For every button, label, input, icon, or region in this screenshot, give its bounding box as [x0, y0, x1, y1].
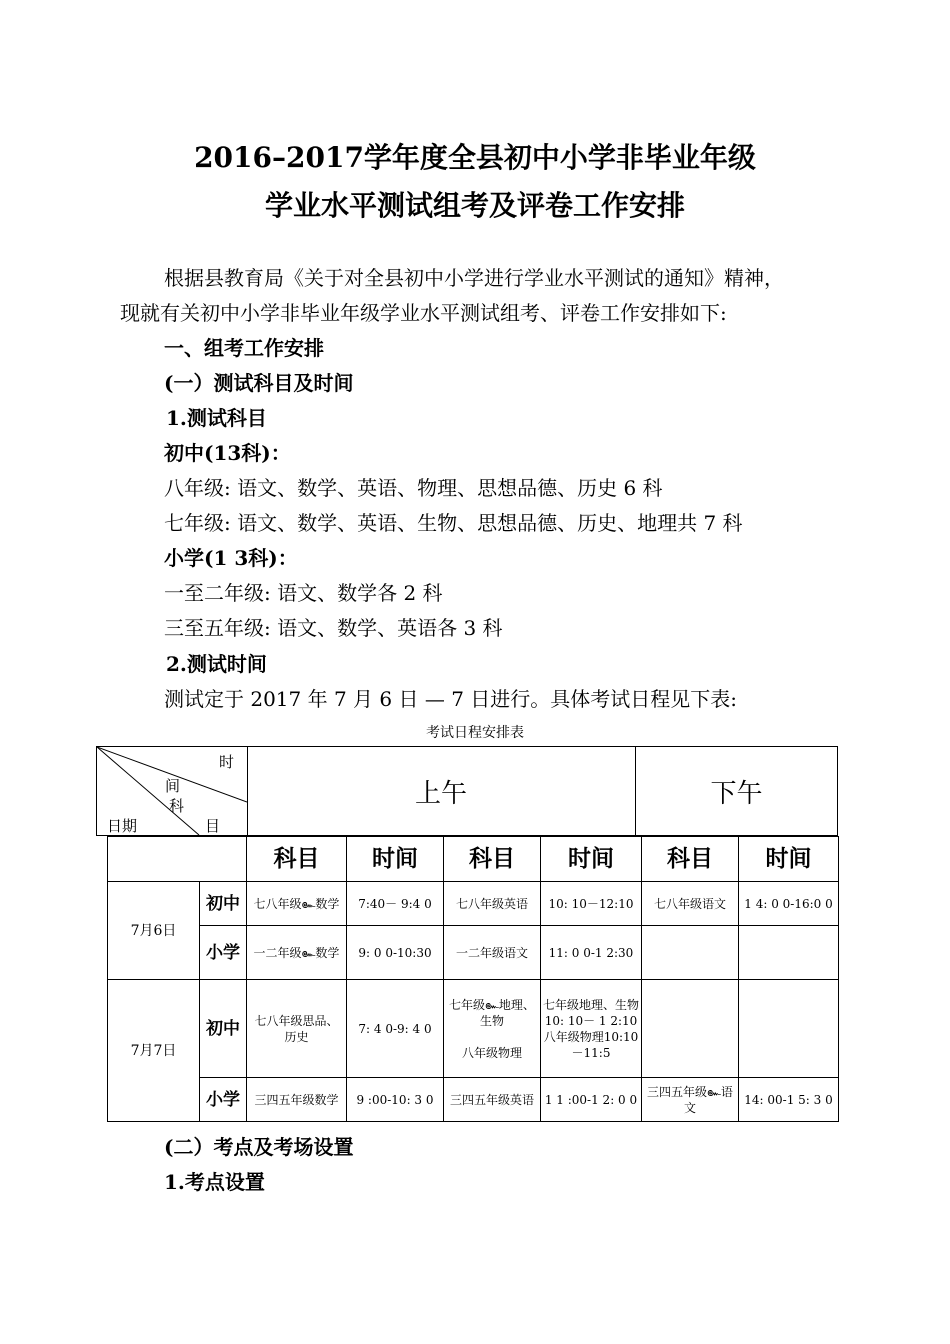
schedule-header	[96, 746, 838, 836]
schedule-cell	[739, 980, 839, 1078]
intro-line-2: 现就有关初中小学非毕业年级学业水平测试组考、评卷工作安排如下:	[120, 301, 727, 325]
grade12-subjects: 一至二年级: 语文、数学各 2 科	[164, 581, 443, 605]
date-cell: 7月6日	[108, 882, 200, 980]
col-subject-1: 科目	[247, 837, 347, 882]
schedule-cell: 14: 00-1 5: 3 0	[739, 1078, 839, 1122]
venue-heading: 1.考点设置	[164, 1170, 265, 1194]
schedule-cell: 七八年级语文	[642, 882, 739, 926]
title-line-2: 学业水平测试组考及评卷工作安排	[264, 189, 685, 222]
schedule-cell: 一二年级๛数学	[247, 926, 347, 980]
schedule-cell	[642, 980, 739, 1078]
grade8-subjects: 八年级: 语文、数学、英语、物理、思想品德、历史 6 科	[164, 476, 663, 500]
diag-label-ke: 科	[169, 797, 185, 815]
primary-heading: 小学(1 3科)：	[164, 546, 298, 570]
schedule-cell: 七八年级๛数学	[247, 882, 347, 926]
schedule-cell: 三四五年级英语	[444, 1078, 541, 1122]
level-cell: 小学	[200, 926, 247, 980]
schedule-cell: 一二年级语文	[444, 926, 541, 980]
level-cell: 初中	[200, 980, 247, 1078]
time-heading: 2.测试时间	[166, 652, 267, 676]
afternoon-header: 下午	[710, 778, 763, 809]
schedule-cell: 7: 4 0-9: 4 0	[347, 980, 444, 1078]
grade345-subjects: 三至五年级: 语文、数学、英语各 3 科	[164, 616, 503, 640]
schedule-cell: 三四五年级数学	[247, 1078, 347, 1122]
schedule-cell: 七年级地理、生物10: 10－ 1 2:10八年级物理10:10－11:5	[541, 980, 642, 1078]
schedule-cell	[642, 926, 739, 980]
col-time-2: 时间	[541, 837, 642, 882]
col-time-3: 时间	[739, 837, 839, 882]
schedule-cell: 七八年级英语	[444, 882, 541, 926]
schedule-cell: 10: 10－12:10	[541, 882, 642, 926]
date-cell: 7月7日	[108, 980, 200, 1122]
schedule-cell: 三四五年级๛语文	[642, 1078, 739, 1122]
junior-heading: 初中(13科)：	[164, 441, 291, 465]
diag-label-mu: 目	[205, 817, 221, 835]
grade7-subjects: 七年级: 语文、数学、英语、生物、思想品德、历史、地理共 7 科	[164, 511, 743, 535]
section-1-1-heading: (一）测试科目及时间	[164, 371, 354, 395]
schedule-cell: 11: 0 0-1 2:30	[541, 926, 642, 980]
col-subject-3: 科目	[642, 837, 739, 882]
col-subject-2: 科目	[444, 837, 541, 882]
col-time-1: 时间	[347, 837, 444, 882]
diag-label-date: 日期	[107, 817, 138, 835]
schedule-cell: 七年级๛地理、生物 八年级物理	[444, 980, 541, 1078]
diag-label-jian: 间	[165, 777, 181, 795]
level-cell: 小学	[200, 1078, 247, 1122]
morning-header: 上午	[247, 747, 636, 835]
title-line-1: 2016–2017学年度全县初中小学非毕业年级	[194, 141, 756, 174]
time-text: 测试定于 2017 年 7 月 6 日 — 7 日进行。具体考试日程见下表:	[164, 687, 738, 711]
diag-label-time: 时	[219, 753, 235, 771]
schedule-cell: 七八年级思品、历史	[247, 980, 347, 1078]
schedule-cell: 9: 0 0-10:30	[347, 926, 444, 980]
level-cell: 初中	[200, 882, 247, 926]
header-empty-cell	[108, 837, 247, 882]
schedule-table	[107, 836, 839, 1122]
diagonal-header-cell	[97, 747, 248, 835]
section-1-2-heading: (二）考点及考场设置	[164, 1135, 354, 1159]
schedule-cell: 1 4: 0 0-16:0 0	[739, 882, 839, 926]
schedule-cell: 1 1 :00-1 2: 0 0	[541, 1078, 642, 1122]
table-caption: 考试日程安排表	[426, 725, 524, 741]
schedule-cell: 7:40－ 9:4 0	[347, 882, 444, 926]
schedule-cell	[739, 926, 839, 980]
section-1-heading: 一、组考工作安排	[164, 336, 324, 360]
schedule-cell: 9 :00-10: 3 0	[347, 1078, 444, 1122]
subjects-heading: 1.测试科目	[166, 406, 267, 430]
intro-line-1: 根据县教育局《关于对全县初中小学进行学业水平测试的通知》精神，	[164, 266, 784, 290]
